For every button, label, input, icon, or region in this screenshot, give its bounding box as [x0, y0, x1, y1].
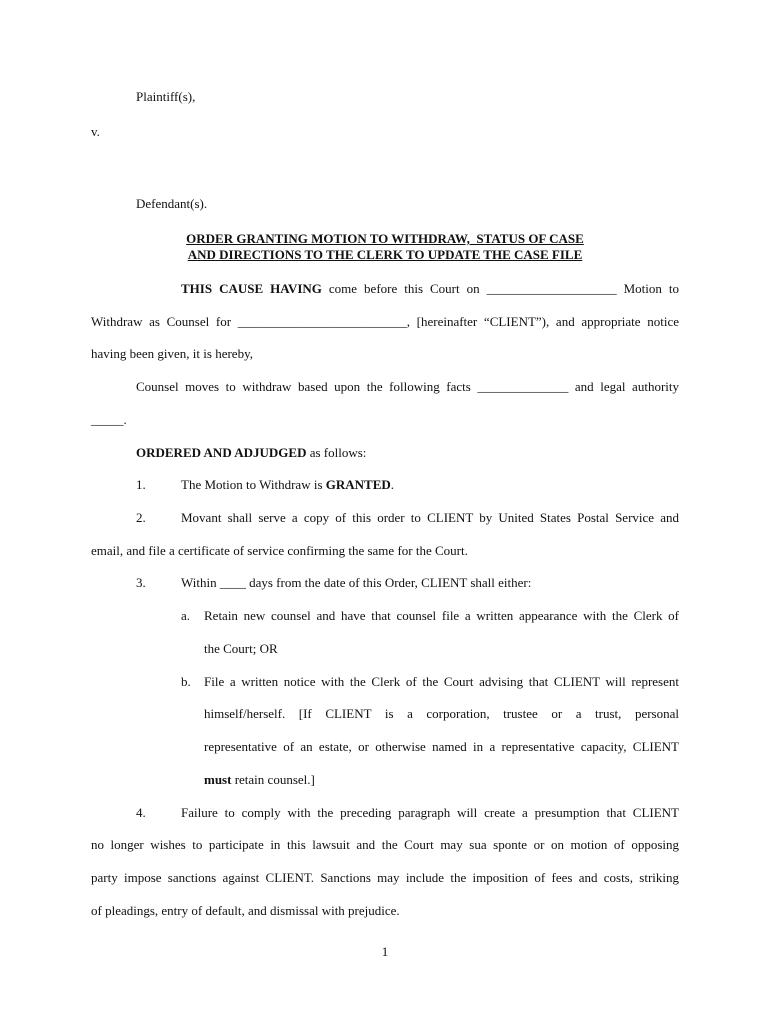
- item-4-line-3: party impose sanctions against CLIENT. Sanctions may include the imposition of fees and costs, striking: [91, 870, 679, 885]
- item-3b-line-4: [204, 772, 315, 788]
- plaintiffs-label: Plaintiff(s),: [136, 89, 196, 104]
- item-4-line-1: Failure to comply with the preceding paragraph will create a presumption that CLIENT: [181, 805, 679, 820]
- order-title-line-1: ORDER GRANTING MOTION TO WITHDRAW, STATUS OF CASE: [186, 231, 584, 246]
- item-3-number: 3.: [136, 575, 146, 590]
- item-2-line-2: email, and file a certificate of service confirming the same for the Court.: [91, 543, 468, 558]
- item-1-granted: GRANTED: [325, 477, 391, 492]
- item-3a-label: a.: [181, 608, 191, 623]
- intro-lead-bold: THIS CAUSE HAVING: [181, 281, 322, 296]
- order-title-line-2: AND DIRECTIONS TO THE CLERK TO UPDATE THE CASE FILE: [187, 247, 583, 262]
- item-1-text-start: The Motion to Withdraw is: [181, 477, 326, 492]
- item-4-number: 4.: [136, 805, 146, 820]
- item-3b-line-4-text: retain counsel.]: [231, 772, 315, 787]
- item-3a-line-1: Retain new counsel and have that counsel file a written appearance with the Clerk of: [204, 608, 679, 623]
- facts-line-2: _____.: [91, 412, 127, 427]
- intro-line-1-text: come before this Court on ____________________ Motion to: [321, 281, 679, 296]
- facts-line-1: Counsel moves to withdraw based upon the following facts ______________ and legal authority: [136, 379, 679, 394]
- item-4-line-2: no longer wishes to participate in this lawsuit and the Court may sua sponte or on motion of opposing: [91, 837, 679, 852]
- item-3-line-1: Within ____ days from the date of this Order, CLIENT shall either:: [181, 575, 532, 590]
- item-2-line-1: Movant shall serve a copy of this order to CLIENT by United States Postal Service and: [181, 510, 679, 525]
- item-2-number: 2.: [136, 510, 146, 525]
- intro-line-2: Withdraw as Counsel for __________________________, [hereinafter “CLIENT”), and appropriate notice: [91, 314, 679, 329]
- item-3b-must: must: [204, 772, 232, 787]
- defendants-label: Defendant(s).: [136, 196, 208, 211]
- item-4-line-4: of pleadings, entry of default, and dismissal with prejudice.: [91, 903, 400, 918]
- ordered-bold: ORDERED AND ADJUDGED: [136, 445, 307, 460]
- item-3b-label: b.: [181, 674, 191, 689]
- intro-line-1: [181, 281, 679, 297]
- ordered-rest: as follows:: [306, 445, 367, 460]
- item-1-text: [181, 477, 394, 493]
- ordered-heading: [136, 445, 366, 461]
- page-number: 1: [381, 944, 389, 959]
- item-3b-line-2: himself/herself. [If CLIENT is a corporation, trustee or a trust, personal: [204, 706, 679, 721]
- versus-label: v.: [91, 124, 100, 139]
- item-3b-line-1: File a written notice with the Clerk of the Court advising that CLIENT will represent: [204, 674, 679, 689]
- item-1-text-end: .: [390, 477, 395, 492]
- intro-line-3: having been given, it is hereby,: [91, 346, 253, 361]
- item-3b-line-3: representative of an estate, or otherwise named in a representative capacity, CLIENT: [204, 739, 679, 754]
- item-3a-line-2: the Court; OR: [204, 641, 278, 656]
- item-1-number: 1.: [136, 477, 146, 492]
